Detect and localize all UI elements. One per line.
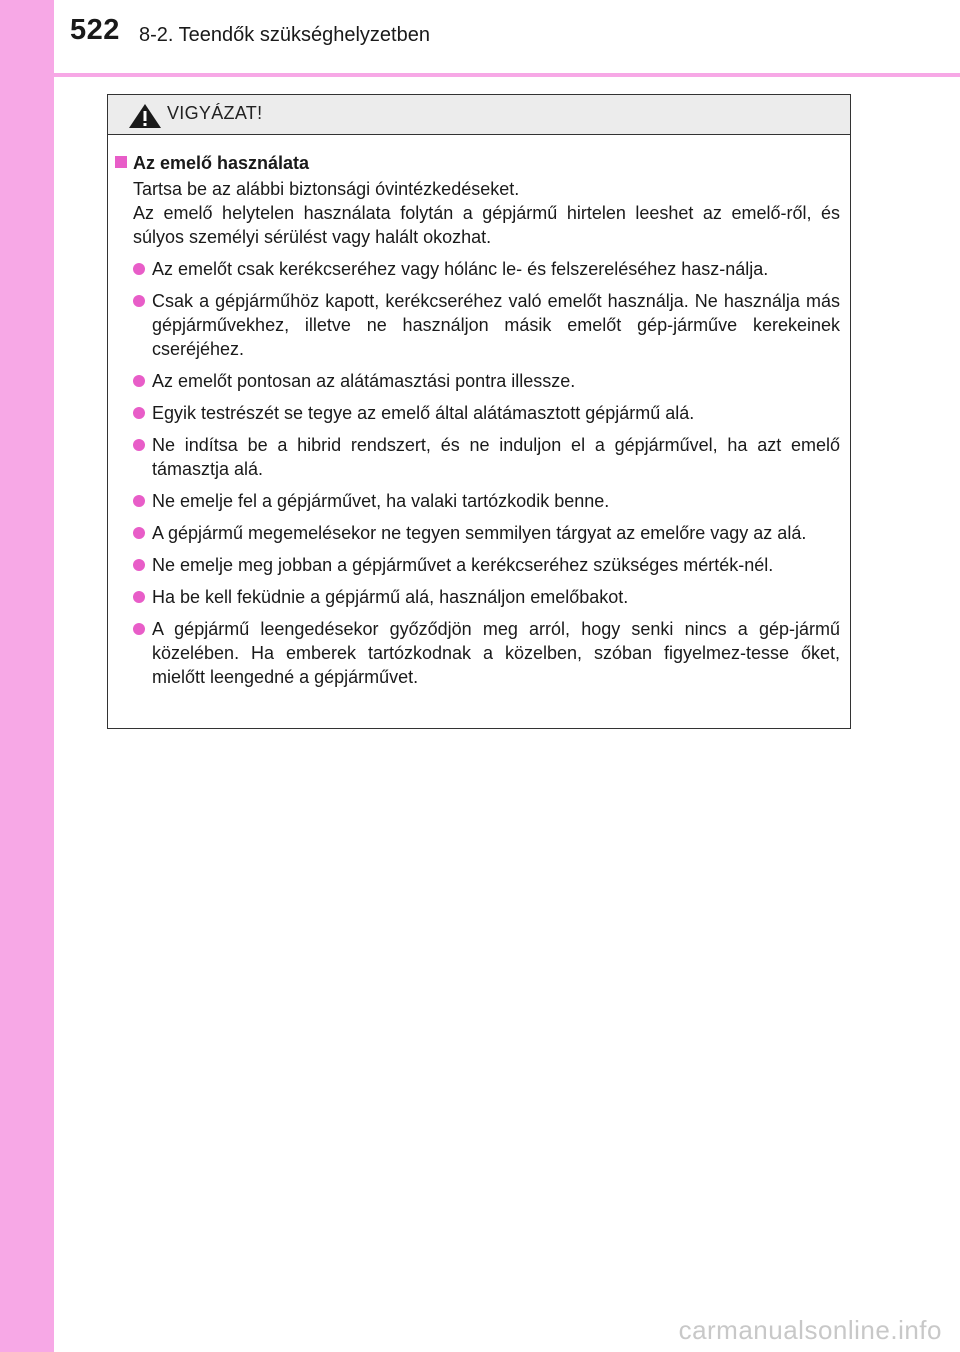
round-bullet-icon xyxy=(133,295,145,307)
round-bullet-icon xyxy=(133,559,145,571)
list-item xyxy=(108,489,840,513)
list-item xyxy=(108,553,840,577)
list-item-text: Az emelőt csak kerékcseréhez vagy hólánc le- és felszereléséhez hasz-nálja. xyxy=(152,259,769,279)
list-item-text: Egyik testrészét se tegye az emelő által alátámasztott gépjármű alá. xyxy=(152,403,695,423)
watermark: carmanualsonline.info xyxy=(678,1315,942,1345)
list-item xyxy=(108,433,840,481)
list-item-text: Ha be kell feküdnie a gépjármű alá, használjon emelőbakot. xyxy=(152,587,629,607)
round-bullet-icon xyxy=(133,439,145,451)
list-item xyxy=(108,585,840,609)
square-bullet-icon xyxy=(115,156,127,168)
side-color-strip xyxy=(0,0,54,1352)
round-bullet-icon xyxy=(133,591,145,603)
round-bullet-icon xyxy=(133,495,145,507)
list-item-text: Az emelőt pontosan az alátámasztási pontra illessze. xyxy=(152,371,576,391)
section-title: 8-2. Teendők szükséghelyzetben xyxy=(139,24,430,46)
warning-title: VIGYÁZAT! xyxy=(167,103,263,123)
intro-line: Az emelő helytelen használata folytán a gépjármű hirtelen leeshet az emelő-ről, és súlyos személyi sérülést vagy halált okozhat. xyxy=(133,203,840,247)
warning-box xyxy=(107,94,851,729)
sub-heading xyxy=(108,151,840,175)
list-item xyxy=(108,257,840,281)
list-item xyxy=(108,289,840,361)
round-bullet-icon xyxy=(133,375,145,387)
warning-body xyxy=(108,135,850,689)
list-item-text: Ne emelje fel a gépjárművet, ha valaki tartózkodik benne. xyxy=(152,491,610,511)
page-number: 522 xyxy=(70,14,120,46)
list-item-text: Ne emelje meg jobban a gépjárművet a kerékcseréhez szükséges mérték-nél. xyxy=(152,555,774,575)
precaution-list xyxy=(108,257,840,689)
list-item-text: Ne indítsa be a hibrid rendszert, és ne induljon el a gépjárművel, ha azt emelő támasztja alá. xyxy=(152,435,840,479)
list-item xyxy=(108,521,840,545)
list-item-text: A gépjármű leengedésekor győződjön meg arról, hogy senki nincs a gép-jármű közelében. Ha emberek tartózkodnak a közelben, szóban figyelmez-tesse őket, mielőtt leengedné a gépjárművet. xyxy=(152,619,840,687)
warning-triangle-icon xyxy=(128,103,162,129)
warning-header xyxy=(108,95,850,135)
header-rule xyxy=(54,73,960,77)
intro-text xyxy=(108,177,840,249)
sub-heading-text: Az emelő használata xyxy=(133,153,310,173)
round-bullet-icon xyxy=(133,527,145,539)
list-item-text: A gépjármű megemelésekor ne tegyen semmilyen tárgyat az emelőre vagy az alá. xyxy=(152,523,807,543)
round-bullet-icon xyxy=(133,407,145,419)
round-bullet-icon xyxy=(133,263,145,275)
intro-line: Tartsa be az alábbi biztonsági óvintézkedéseket. xyxy=(133,179,520,199)
list-item xyxy=(108,401,840,425)
list-item xyxy=(108,369,840,393)
list-item-text: Csak a gépjárműhöz kapott, kerékcseréhez való emelőt használja. Ne használja más gépjárművekhez, illetve ne használjon másik emelőt gép-járműve kerekeinek cseréjéhez. xyxy=(152,291,840,359)
round-bullet-icon xyxy=(133,623,145,635)
list-item xyxy=(108,617,840,689)
